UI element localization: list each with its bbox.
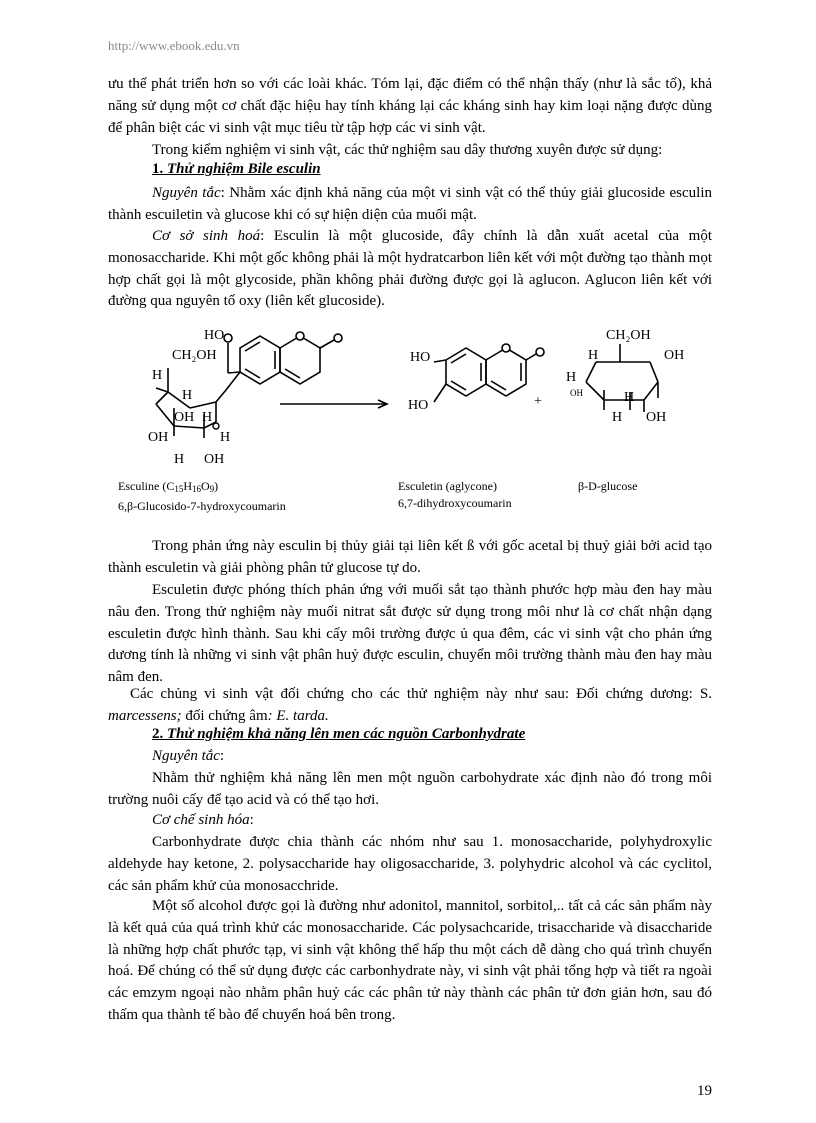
- label-h: H: [152, 368, 163, 383]
- caption-esculetin-line1: Esculetin (aglycone): [398, 479, 497, 493]
- heading-text: Thử nghiệm Bile esculin: [163, 161, 321, 177]
- caption-esculetin-line2: 6,7-dihydroxycoumarin: [398, 496, 512, 510]
- label-oh: OH: [174, 410, 195, 425]
- paragraph-purpose: Nhằm thử nghiệm khả năng lên men một nguồn carbohydrate xác định nào đó trong môi trường nuôi cấy để tạo acid và có thể tạo hơi.: [108, 770, 712, 808]
- paragraph-controls: Các chủng vi sinh vật đối chứng cho các thử nghiệm này như sau: Đối chứng dương: S. marcessens; đối chứng âm: E. tarda.: [108, 686, 712, 724]
- label-oh: OH: [148, 430, 169, 445]
- paragraph-carb-groups: Carbonhydrate được chia thành các nhóm như sau 1. monosaccharide, polyhydroxylic aldehyde hay ketone, 2. polysaccharide hay oligosaccharide, 3. polyhydric alcohol và các cyclitol, các sản phẩm khử của monosacchride.: [108, 834, 712, 894]
- heading-text: Thử nghiệm khả năng lên men các nguồn Carbonhydrate: [163, 726, 526, 742]
- page-number: 19: [697, 1083, 712, 1099]
- caption-glucose-line1: β-D-glucose: [578, 479, 638, 493]
- paragraph-alcohols: Một số alcohol được gọi là đường như adonitol, mannitol, sorbitol,.. tất cả các sản phẩm này là kết quả của quá trình khử các monosaccharide. Các polysachcaride, trisaccharide và disaccharide là những hợp chất phước tạp, vi sinh vật không thể hấp thu một cách dễ dàng cho quá trình chuyển hoá. Để chúng có thể sử dụng được các carbonhydrate này, vi sinh vật phải tổng hợp và tiết ra ngoài các emzym ngoại nào nhằm phân huỷ các các phân tử này thành các phân tử đơn giản hơn, sau đó thấm qua thành tế bào để chuyển hoá bên trong.: [108, 898, 712, 1023]
- label-h: H: [174, 452, 185, 467]
- heading-carbohydrate: [152, 726, 525, 743]
- header-url: http://www.ebook.edu.vn: [108, 38, 240, 53]
- label-ch2oh: CH₂OH: [606, 328, 651, 343]
- heading-bile-esculin: [152, 161, 321, 178]
- paragraph-reaction: Trong phản ứng này esculin bị thủy giải tại liên kết ß với gốc acetal bị thuỷ giải bởi acid tạo thành esculetin và giải phòng phân tử glucose tự do.: [108, 538, 712, 576]
- label-oh: OH: [646, 410, 667, 425]
- label-h: H: [588, 348, 599, 363]
- label-biochem: Cơ sở sinh hoá: [152, 228, 261, 244]
- reaction-figure: [108, 318, 712, 528]
- label-oh: OH: [664, 348, 685, 363]
- paragraph-intro: ưu thế phát triển hơn so với các loài khác. Tóm lại, đặc điểm có thể nhận thấy (như là sắc tố), khả năng sử dụng một cơ chất đặc hiệu hay tính kháng lại các kháng sinh hay kim loại nặng được dùng để phân biệt các vi sinh vật mục tiêu từ tập hợp các vi sinh vật.: [108, 76, 712, 136]
- caption-esculetin: [398, 478, 512, 512]
- heading-number: 2.: [152, 726, 164, 742]
- label-principle: Nguyên tắc: [152, 185, 221, 201]
- label-ho: HO: [408, 398, 429, 413]
- label-ch2oh: CH₂OH: [172, 348, 217, 363]
- label-h: H: [624, 390, 635, 405]
- caption-esculine-name: 6,β-Glucosido-7-hydroxycoumarin: [118, 499, 286, 513]
- paragraph-principle-2: Nguyên tắc:: [152, 748, 225, 764]
- label-ho: HO: [204, 328, 225, 343]
- text-principle: : Nhằm xác định khả năng của một vi sinh vật có thể thủy giải glucoside esculin thành escuiletin và glucose khi có sự hiện diện của muối mật.: [108, 185, 713, 223]
- plus-sign: +: [534, 394, 542, 409]
- label-oh-small: OH: [570, 388, 583, 398]
- text-biochem: : Esculin là một glucoside, đây chính là dẫn xuất acetal của một monosaccharide. Khi một gốc không phải là một hydratcarbon liên kết với một đường tạo thành mọt hợp chất gọi là một glycoside, phần không phải đường được gọi là aglucon. Aglucon liên kết với đường qua nguyên tố oxy (liên kết glucoside).: [108, 228, 712, 310]
- paragraph-tests-list: Trong kiểm nghiệm vi sinh vật, các thử nghiệm sau dây thương xuyên được sử dụng:: [152, 142, 663, 158]
- label-ho: HO: [410, 350, 431, 365]
- label-h: H: [182, 388, 193, 403]
- label-h: H: [202, 410, 213, 425]
- caption-esculine-formula: Esculine $(C_{15}H_{16}O_9)$: [118, 479, 219, 494]
- paragraph-biochem-basis: [108, 226, 712, 313]
- paragraph-esculetin: Esculetin được phóng thích phản ứng với muối sắt tạo thành phước hợp màu đen hay màu nâu đen. Trong thử nghiệm này muối nitrat sắt được sử dụng trong môi như là cơ chất nhận dạng esculetin được hình thành. Sau khi cấy môi trường được ủ qua đêm, các vi sinh vật cho phản ứng dương tính là những vi sinh vật phân huỷ được esculin, chuyển môi trường thành màu đen hay màu nâm đen.: [108, 582, 712, 686]
- label-h: H: [612, 410, 623, 425]
- paragraph-principle: [108, 183, 712, 227]
- caption-esculine: [118, 478, 286, 515]
- caption-glucose: [578, 478, 637, 495]
- paragraph-mechanism: Cơ chế sinh hóa:: [152, 812, 254, 828]
- heading-number: 1.: [152, 161, 164, 177]
- label-h: H: [220, 430, 231, 445]
- label-oh: OH: [204, 452, 225, 467]
- label-h: H: [566, 370, 577, 385]
